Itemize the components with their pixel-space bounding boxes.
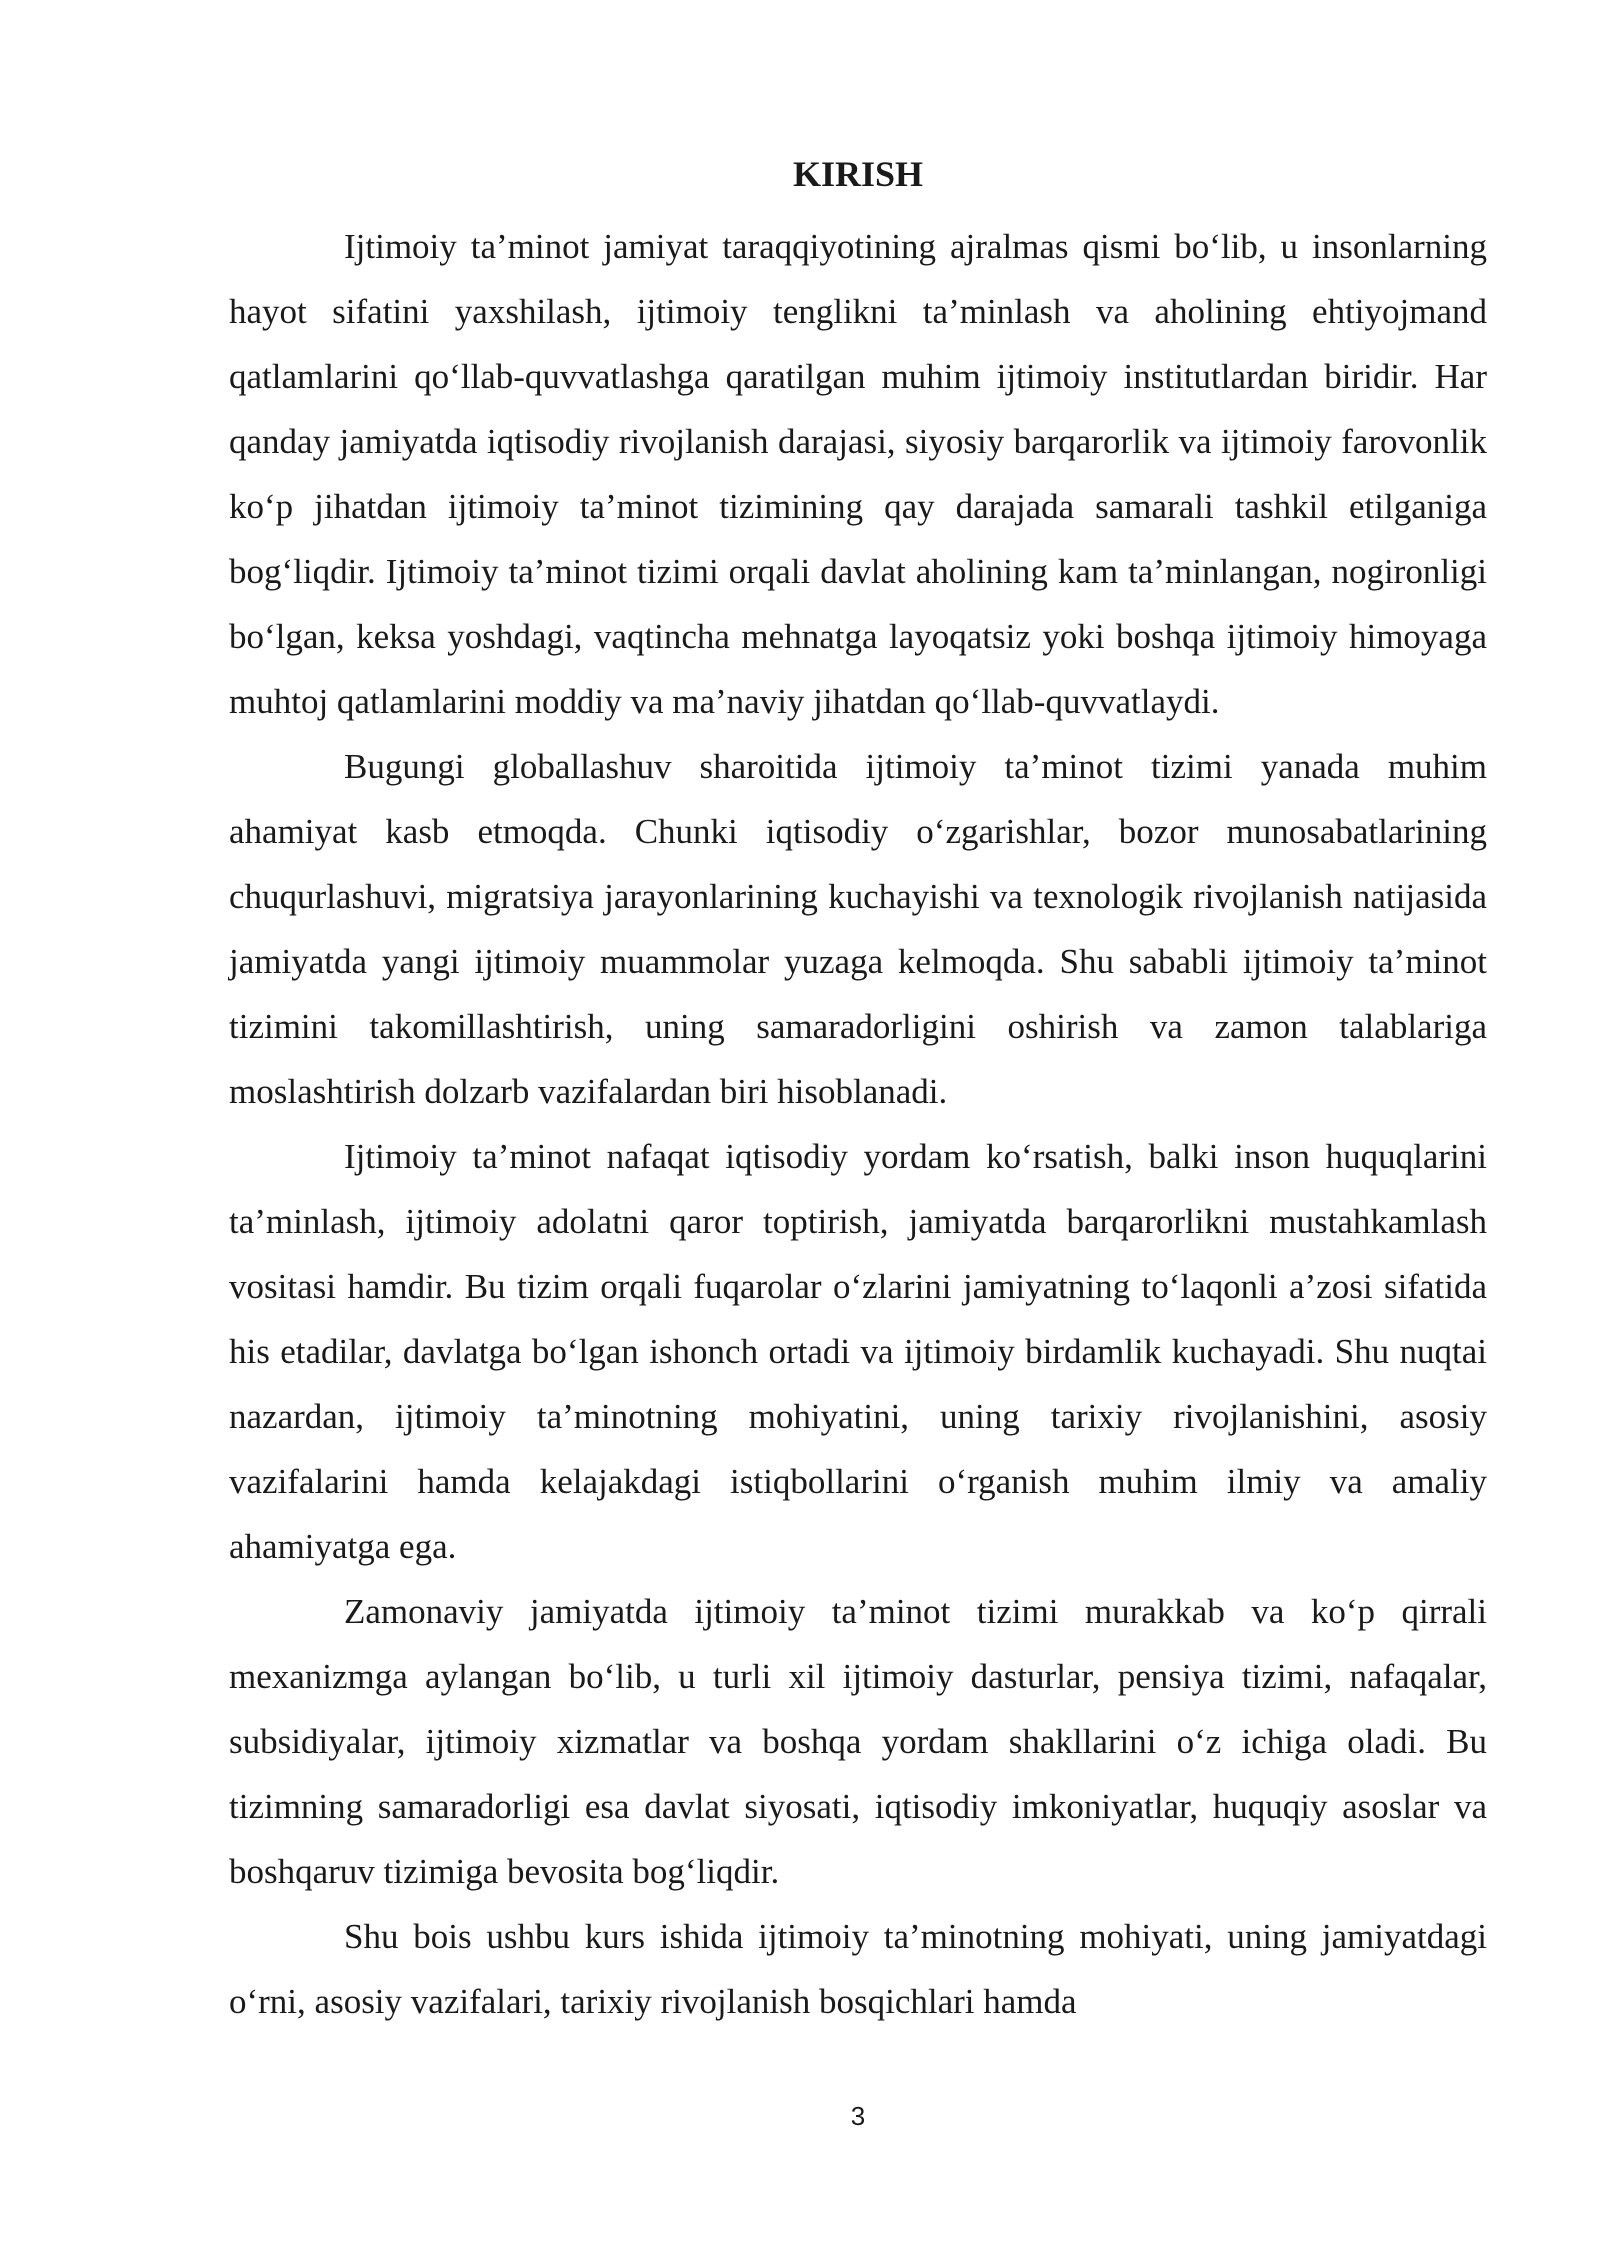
document-body <box>229 214 1487 2034</box>
page-title: KIRISH <box>792 154 924 194</box>
paragraph-5: Shu bois ushbu kurs ishida ijtimoiy ta’minotning mohiyati, uning jamiyatdagi o‘rni, asosiy vazifalari, tarixiy rivojlanish bosqichlari hamda <box>229 1917 1487 2021</box>
paragraph-2: Bugungi globallashuv sharoitida ijtimoiy ta’minot tizimi yanada muhim ahamiyat kasb etmoqda. Chunki iqtisodiy o‘zgarishlar, bozor munosabatlarining chuqurlashuvi, migratsiya jarayonlarining kuchayishi va texnologik rivojlanish natijasida jamiyatda yangi ijtimoiy muammolar yuzaga kelmoqda. Shu sababli ijtimoiy ta’minot tizimini takomillashtirish, uning samaradorligini oshirish va zamon talablariga moslashtirish dolzarb vazifalardan biri hisoblanadi. <box>229 747 1487 1111</box>
paragraph-3: Ijtimoiy ta’minot nafaqat iqtisodiy yordam ko‘rsatish, balki inson huquqlarini ta’minlash, ijtimoiy adolatni qaror toptirish, jamiyatda barqarorlikni mustahkamlash vositasi hamdir. Bu tizim orqali fuqarolar o‘zlarini jamiyatning to‘laqonli a’zosi sifatida his etadilar, davlatga bo‘lgan ishonch ortadi va ijtimoiy birdamlik kuchayadi. Shu nuqtai nazardan, ijtimoiy ta’minotning mohiyatini, uning tarixiy rivojlanishini, asosiy vazifalarini hamda kelajakdagi istiqbollarini o‘rganish muhim ilmiy va amaliy ahamiyatga ega. <box>229 1137 1487 1566</box>
title-block <box>229 150 1487 198</box>
paragraph-1: Ijtimoiy ta’minot jamiyat taraqqiyotining ajralmas qismi bo‘lib, u insonlarning hayot sifatini yaxshilash, ijtimoiy tenglikni ta’minlash va aholining ehtiyojmand qatlamlarini qo‘llab-quvvatlashga qaratilgan muhim ijtimoiy institutlardan biridir. Har qanday jamiyatda iqtisodiy rivojlanish darajasi, siyosiy barqarorlik va ijtimoiy farovonlik ko‘p jihatdan ijtimoiy ta’minot tizimining qay darajada samarali tashkil etilganiga bog‘liqdir. Ijtimoiy ta’minot tizimi orqali davlat aholining kam ta’minlangan, nogironligi bo‘lgan, keksa yoshdagi, vaqtincha mehnatga layoqatsiz yoki boshqa ijtimoiy himoyaga muhtoj qatlamlarini moddiy va ma’naviy jihatdan qo‘llab-quvvatlaydi. <box>229 227 1487 721</box>
paragraph-4: Zamonaviy jamiyatda ijtimoiy ta’minot tizimi murakkab va ko‘p qirrali mexanizmga aylangan bo‘lib, u turli xil ijtimoiy dasturlar, pensiya tizimi, nafaqalar, subsidiyalar, ijtimoiy xizmatlar va boshqa yordam shakllarini o‘z ichiga oladi. Bu tizimning samaradorligi esa davlat siyosati, iqtisodiy imkoniyatlar, huquqiy asoslar va boshqaruv tizimiga bevosita bog‘liqdir. <box>229 1592 1487 1891</box>
page-number: 3 <box>850 2101 866 2131</box>
